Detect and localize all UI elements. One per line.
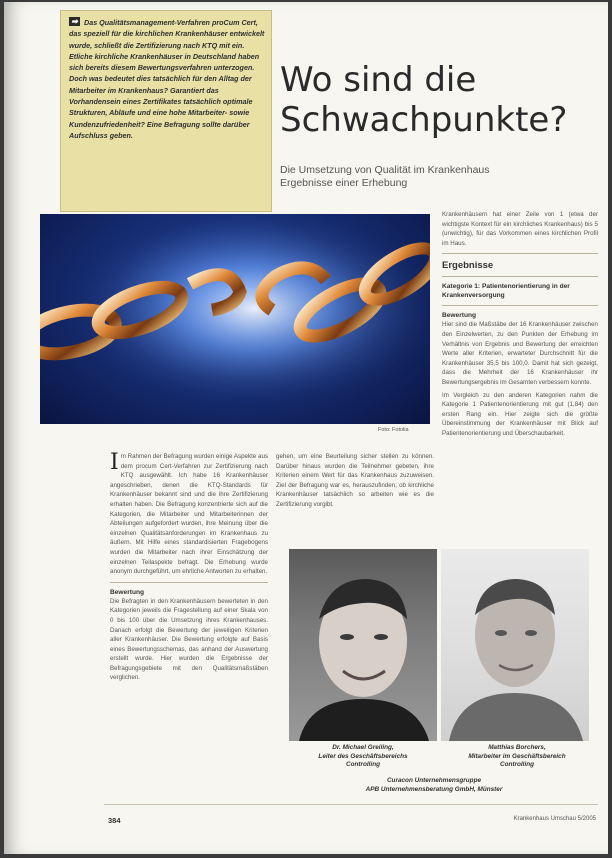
left-body-2: Die Befragten in den Krankenhäusern bewerteten in den Kategorien jeweils die Fragestellung auf einer Skala von 0 bis 100 über die Umsetzung ihres Krankenhauses. Danach erfolgt die Bewertung der jeweiligen Kriterien aller Krankenhäuser. Die Bewertung erfolgte auf Basis eines Bewertungsschemas, das anhand der Auswertung erstellt wurde. Hier wurden die Ergebnisse der Befragungsgebiete mit den Qualitätsmaßstäben verglichen. (110, 597, 268, 682)
left-body-text: m Rahmen der Befragung wurden einige Aspekte aus dem procum Cert-Verfahren zur Zertifizierung nach KTQ ausgewählt. Ich habe 16 Krankenhäuser angeschrieben, denen die KTQ-Standards für Krankenhäuser bekannt sind und die ihre Zertifizierung erhalten haben. Die Befragung konzentrierte sich auf die Kategorien, die Mitarbeiter und Mitarbeiterinnen der Abteilungen aufgefordert wurden, ihre Meinung über die einzelnen Qualitätsanforderungen im Krankenhaus zu äußern. Mit Hilfe eines standardisierten Fragebogens wurden die Mitarbeiter nach ihrer Einschätzung der einzelnen Teilaspekte befragt. Die Erhebung wurde anonym durchgeführt, um ehrliche Antworten zu erhalten. (110, 453, 268, 576)
right-intro: Krankenhäusern hat einer Zeile von 1 (etwa der wichtigste Kontext für ein kirchliches Krankenhaus) bis 5 (unwichtig), für das Vorkommen eines kirchlichen Profil im Haus. (442, 211, 598, 247)
caption-role: Controlling (499, 761, 535, 768)
portrait-illustration (289, 549, 437, 741)
chain-illustration (40, 214, 430, 424)
section-heading: Ergebnisse (442, 260, 494, 272)
caption-greiling (288, 744, 438, 770)
caption-role: Controlling (345, 761, 381, 768)
left-column (110, 452, 268, 683)
left-body (110, 452, 268, 577)
right-body-1: Hier sind die Maßstäbe der 16 Krankenhäuser zwischen den Einzelwerten, zu den Punkten der Erhebung im Verhältnis von Ergebnis und Bewertung der erreichten Werte aller Kriterien, erwarteter Durchschnitt für die Krankenhäuser 35,5 bis 100,0. Damit hat sich gezeigt, dass die Mehrheit der 16 Krankenhäuser ihr Bewertungsergebnis im Gesamten verbessern konnte. (442, 321, 598, 386)
org-line-1: Curacon Unternehmensgruppe (386, 777, 482, 784)
caption-name: Matthias Borchers, (488, 744, 546, 751)
broken-chain-photo (40, 214, 430, 424)
divider (110, 582, 268, 583)
photo-credit: Foto: Fotolia (378, 427, 409, 433)
portrait-illustration (441, 549, 589, 741)
article-subtitle (280, 164, 580, 190)
subtitle-line-2: Ergebnisse einer Erhebung (280, 177, 408, 189)
magazine-name: Krankenhaus Umschau 5/2005 (513, 816, 596, 822)
caption-name: Dr. Michael Greiling, (332, 744, 394, 751)
left-rating-label: Bewertung (110, 588, 145, 596)
intro-body: Das Qualitätsmanagement-Verfahren proCum Cert, das speziell für die kirchlichen Krankenhäuser entwickelt wurde, schließt die Zertifizierung nach KTQ mit ein. Etliche kirchliche Krankenhäuser in Deutschland haben sich bereits diesem Bewertungsverfahren unterzogen. Doch was bedeutet dies tatsächlich für den Alltag der Mitarbeiter im Krankenhaus? Garantiert das Vorhandensein eines Zertifikates tatsächlich optimale Strukturen, Abläufe und eine hohe Mitarbeiter- sowie Kundenzufriedenheit? Eine Befragung sollte darüber Aufschluss geben. (69, 18, 265, 140)
rating-label: Bewertung (442, 312, 477, 320)
intro-text (69, 17, 265, 141)
title-line-2: Schwachpunkte? (280, 100, 568, 140)
article-title (280, 60, 608, 140)
magazine-page (4, 2, 608, 854)
right-column (442, 210, 598, 439)
middle-body: gehen, um eine Beurteilung sicher stellen zu können. Darüber hinaus wurden die Teilnehmer gebeten, ihre Kriterien einem Wert für das Krankenhaus zuzuweisen. Ziel der Befragung war es, herauszufinden, ob kirchliche Krankenhäuser tatsächlich so arbeiten wie es die Zertifizierung vorgibt. (276, 453, 434, 508)
divider (442, 305, 598, 306)
drop-cap: I (110, 450, 119, 475)
title-line-1: Wo sind die (280, 60, 477, 100)
organisation-credit (304, 776, 564, 794)
portrait-photo-borchers (441, 549, 589, 741)
page-number: 384 (108, 816, 121, 825)
caption-role: Mitarbeiter im Geschäftsbereich (468, 752, 566, 760)
portrait-photo-greiling (289, 549, 437, 741)
caption-role: Leiter des Geschäftsbereichs (318, 752, 408, 760)
subtitle-line-1: Die Umsetzung von Qualität im Krankenhaus (280, 164, 490, 176)
org-line-2: APB Unternehmensberatung GmbH, Münster (365, 786, 503, 793)
footer-divider (104, 804, 598, 805)
arrow-right-icon: ➡ (69, 17, 80, 26)
intro-box (60, 10, 272, 212)
right-body-2: Im Vergleich zu den anderen Kategorien nahm die Kategorie 1 Patientenorientierung mit gut (1,84) den ersten Rang ein. Hier zeigte sich die größte Übereinstimmung der Krankenhäuser mit Blick auf Patientenorientierung und Überschaubarkeit. (442, 391, 598, 437)
middle-column (276, 452, 434, 510)
category-heading: Kategorie 1: Patientenorientierung in der Krankenversorgung (442, 283, 570, 300)
divider (442, 253, 598, 254)
caption-borchers (442, 744, 592, 770)
divider (442, 276, 598, 277)
